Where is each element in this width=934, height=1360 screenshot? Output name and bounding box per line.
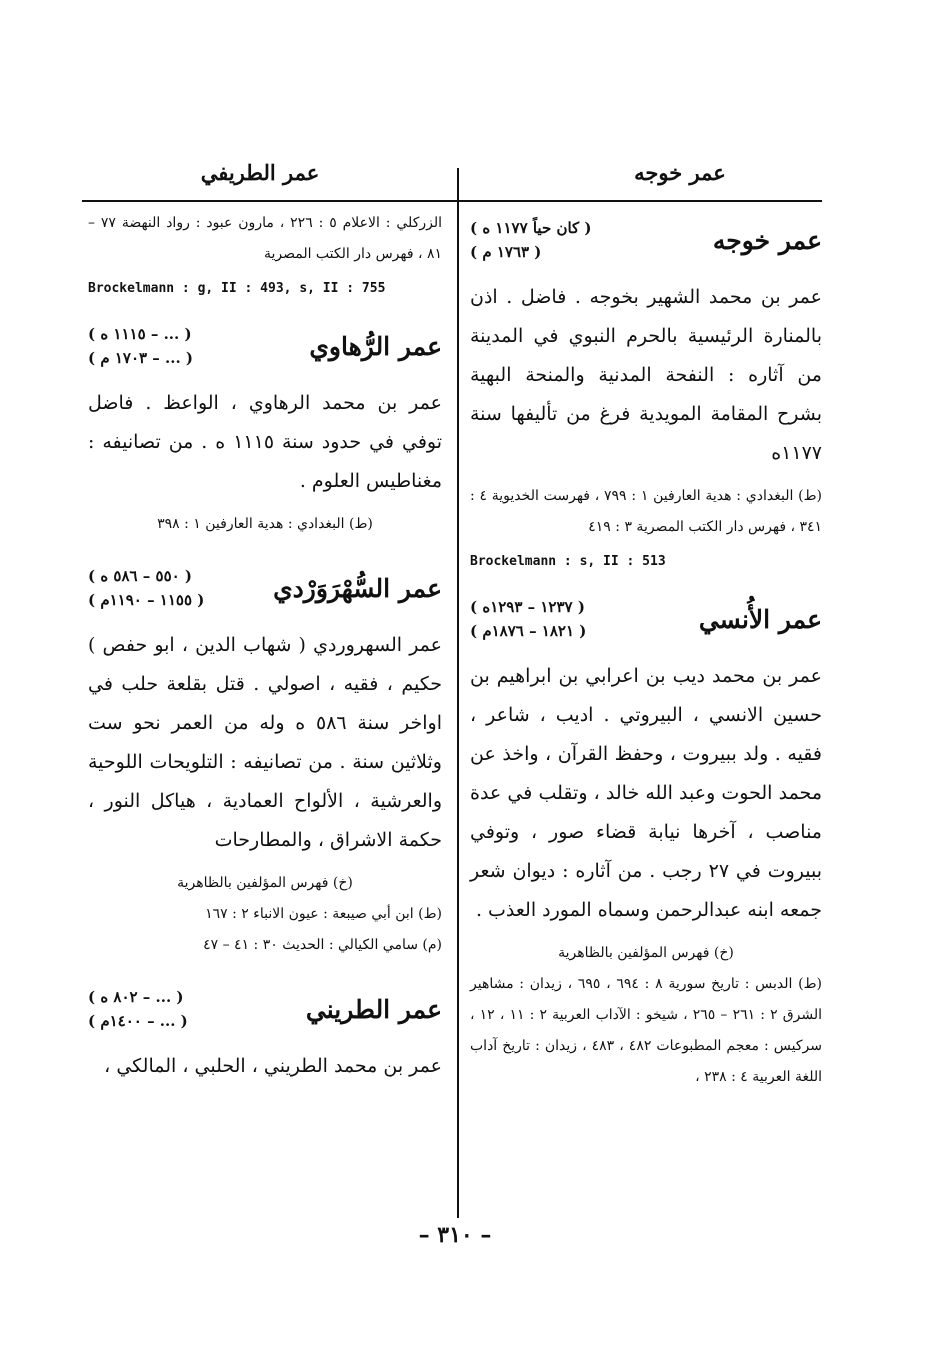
entry-dates — [470, 595, 586, 643]
entry-dates — [88, 564, 204, 612]
entry-reference-printed: (ط) البغدادي : هدية العارفين ١ : ٣٩٨ — [157, 516, 373, 532]
date-hijri: ( كان حياً ١١٧٧ ه ) — [470, 219, 592, 237]
running-header-right: عمر خوجه — [634, 160, 726, 185]
entry-dates — [88, 985, 188, 1033]
entry-name: عمر السُّهْرَوَرْدي — [273, 573, 442, 603]
running-header-left: عمر الطريفي — [200, 160, 320, 185]
entry-references: (ط) الدبس : تاريخ سورية ٨ : ٦٩٤ ، ٦٩٥ ، زيدان : مشاهير الشرق ٢ : ٢٦١ – ٢٦٥ ، شيخو : الآداب العربية ٢ : ١١ ، ١٢ ، سركيس : معجم المطبوعات ٤٨٢ ، ٤٨٣ ، زيدان : تاريخ آداب اللغة العربية ٤ : ٢٣٨ ، — [470, 976, 823, 1085]
header-rule — [82, 200, 822, 202]
continued-references: الزركلي : الاعلام ٥ : ٢٢٦ ، مارون عبود : رواد النهضة ٧٧ – ٨١ ، فهرس دار الكتب المصرية — [88, 215, 442, 262]
date-hijri: ( ١٢٣٧ – ١٢٩٣ه ) — [470, 598, 585, 616]
entry-body: عمر بن محمد الرهاوي ، الواعظ . فاضل توفي في حدود سنة ١١١٥ ه . من تصانيفه : مغناطيس العلوم . — [88, 392, 442, 492]
date-gregorian: ( ... – ١٤٠٠م ) — [88, 1012, 188, 1030]
entry-heading-umar-al-ruhawi — [88, 322, 442, 370]
right-column — [470, 208, 822, 1099]
date-gregorian: ( ١٨٢١ – ١٨٧٦م ) — [470, 622, 587, 640]
entry-heading-umar-al-turini — [88, 985, 442, 1033]
entry-heading-umar-al-suhrawardi — [88, 564, 442, 612]
entry-heading-umar-khojah — [470, 216, 822, 264]
latin-reference: Brockelmann : s, II : 513 — [470, 554, 666, 569]
entry-body: عمر بن محمد الشهير بخوجه . فاضل . اذن بالمنارة الرئيسية بالحرم النبوي في المدينة من آثاره : النفحة المدنية والمنحة البهية بشرح المقامة المويدية فرغ من تأليفها سنة ١١٧٧ه — [470, 286, 822, 464]
entry-references: (ط) البغدادي : هدية العارفين ١ : ٧٩٩ ، فهرست الخديوية ٤ : ٣٤١ ، فهرس دار الكتب المصرية ٣ : ٤١٩ — [470, 488, 822, 535]
page-number: – ٣١٠ – — [418, 1222, 492, 1248]
entry-reference-magazine: (م) سامي الكيالي : الحديث ٣٠ : ٤١ – ٤٧ — [203, 937, 442, 953]
entry-heading-umar-al-unsi — [470, 595, 822, 643]
entry-name: عمر الطريني — [305, 994, 442, 1024]
date-hijri: ( ٥٥٠ – ٥٨٦ ه ) — [88, 567, 193, 585]
date-hijri: ( ... – ٨٠٢ ه ) — [88, 988, 184, 1006]
latin-reference: Brockelmann : g, II : 493, s, II : 755 — [88, 281, 386, 296]
entry-body: عمر بن محمد الطريني ، الحلبي ، المالكي ، — [104, 1055, 442, 1077]
entry-name: عمر خوجه — [712, 225, 822, 255]
entry-name: عمر الأُنسي — [698, 604, 822, 634]
entry-reference-printed: (ط) ابن أبي صيبعة : عيون الانباء ٢ : ١٦٧ — [205, 906, 442, 922]
date-gregorian: ( ١٧٦٣ م ) — [470, 243, 542, 261]
entry-reference-manuscript: (خ) فهرس المؤلفين بالظاهرية — [177, 875, 353, 891]
entry-dates — [470, 216, 592, 264]
date-gregorian: ( ... – ١٧٠٣ م ) — [88, 349, 194, 367]
entry-body: عمر بن محمد ديب بن اعرابي بن ابراهيم بن حسين الانسي ، البيروتي . اديب ، شاعر ، فقيه . ولد ببيروت ، وحفظ القرآن ، واخذ عن محمد الحوت وعبد الله خالد ، وتقلب في عدة مناصب ، آخرها نيابة قضاء صور ، وتوفي ببيروت في ٢٧ رجب . من آثاره : ديوان شعر جمعه ابنه عبدالرحمن وسماه المورد العذب . — [470, 665, 822, 921]
column-divider — [457, 168, 459, 1218]
entry-dates — [88, 322, 193, 370]
entry-reference-manuscript: (خ) فهرس المؤلفين بالظاهرية — [558, 945, 734, 961]
entry-name: عمر الرُّهاوي — [309, 331, 442, 361]
date-hijri: ( ... – ١١١٥ ه ) — [88, 325, 192, 343]
left-column — [88, 208, 442, 1094]
entry-body: عمر السهروردي ( شهاب الدين ، ابو حفص ) حكيم ، فقيه ، اصولي . قتل بقلعة حلب في اواخر سنة ٥٨٦ ه وله من العمر نحو ست وثلاثين سنة . من تصانيفه : التلويحات اللوحية والعرشية ، الألواح العمادية ، هياكل النور ، حكمة الاشراق ، والمطارحات — [88, 634, 442, 851]
date-gregorian: ( ١١٥٥ – ١١٩٠م ) — [88, 591, 205, 609]
